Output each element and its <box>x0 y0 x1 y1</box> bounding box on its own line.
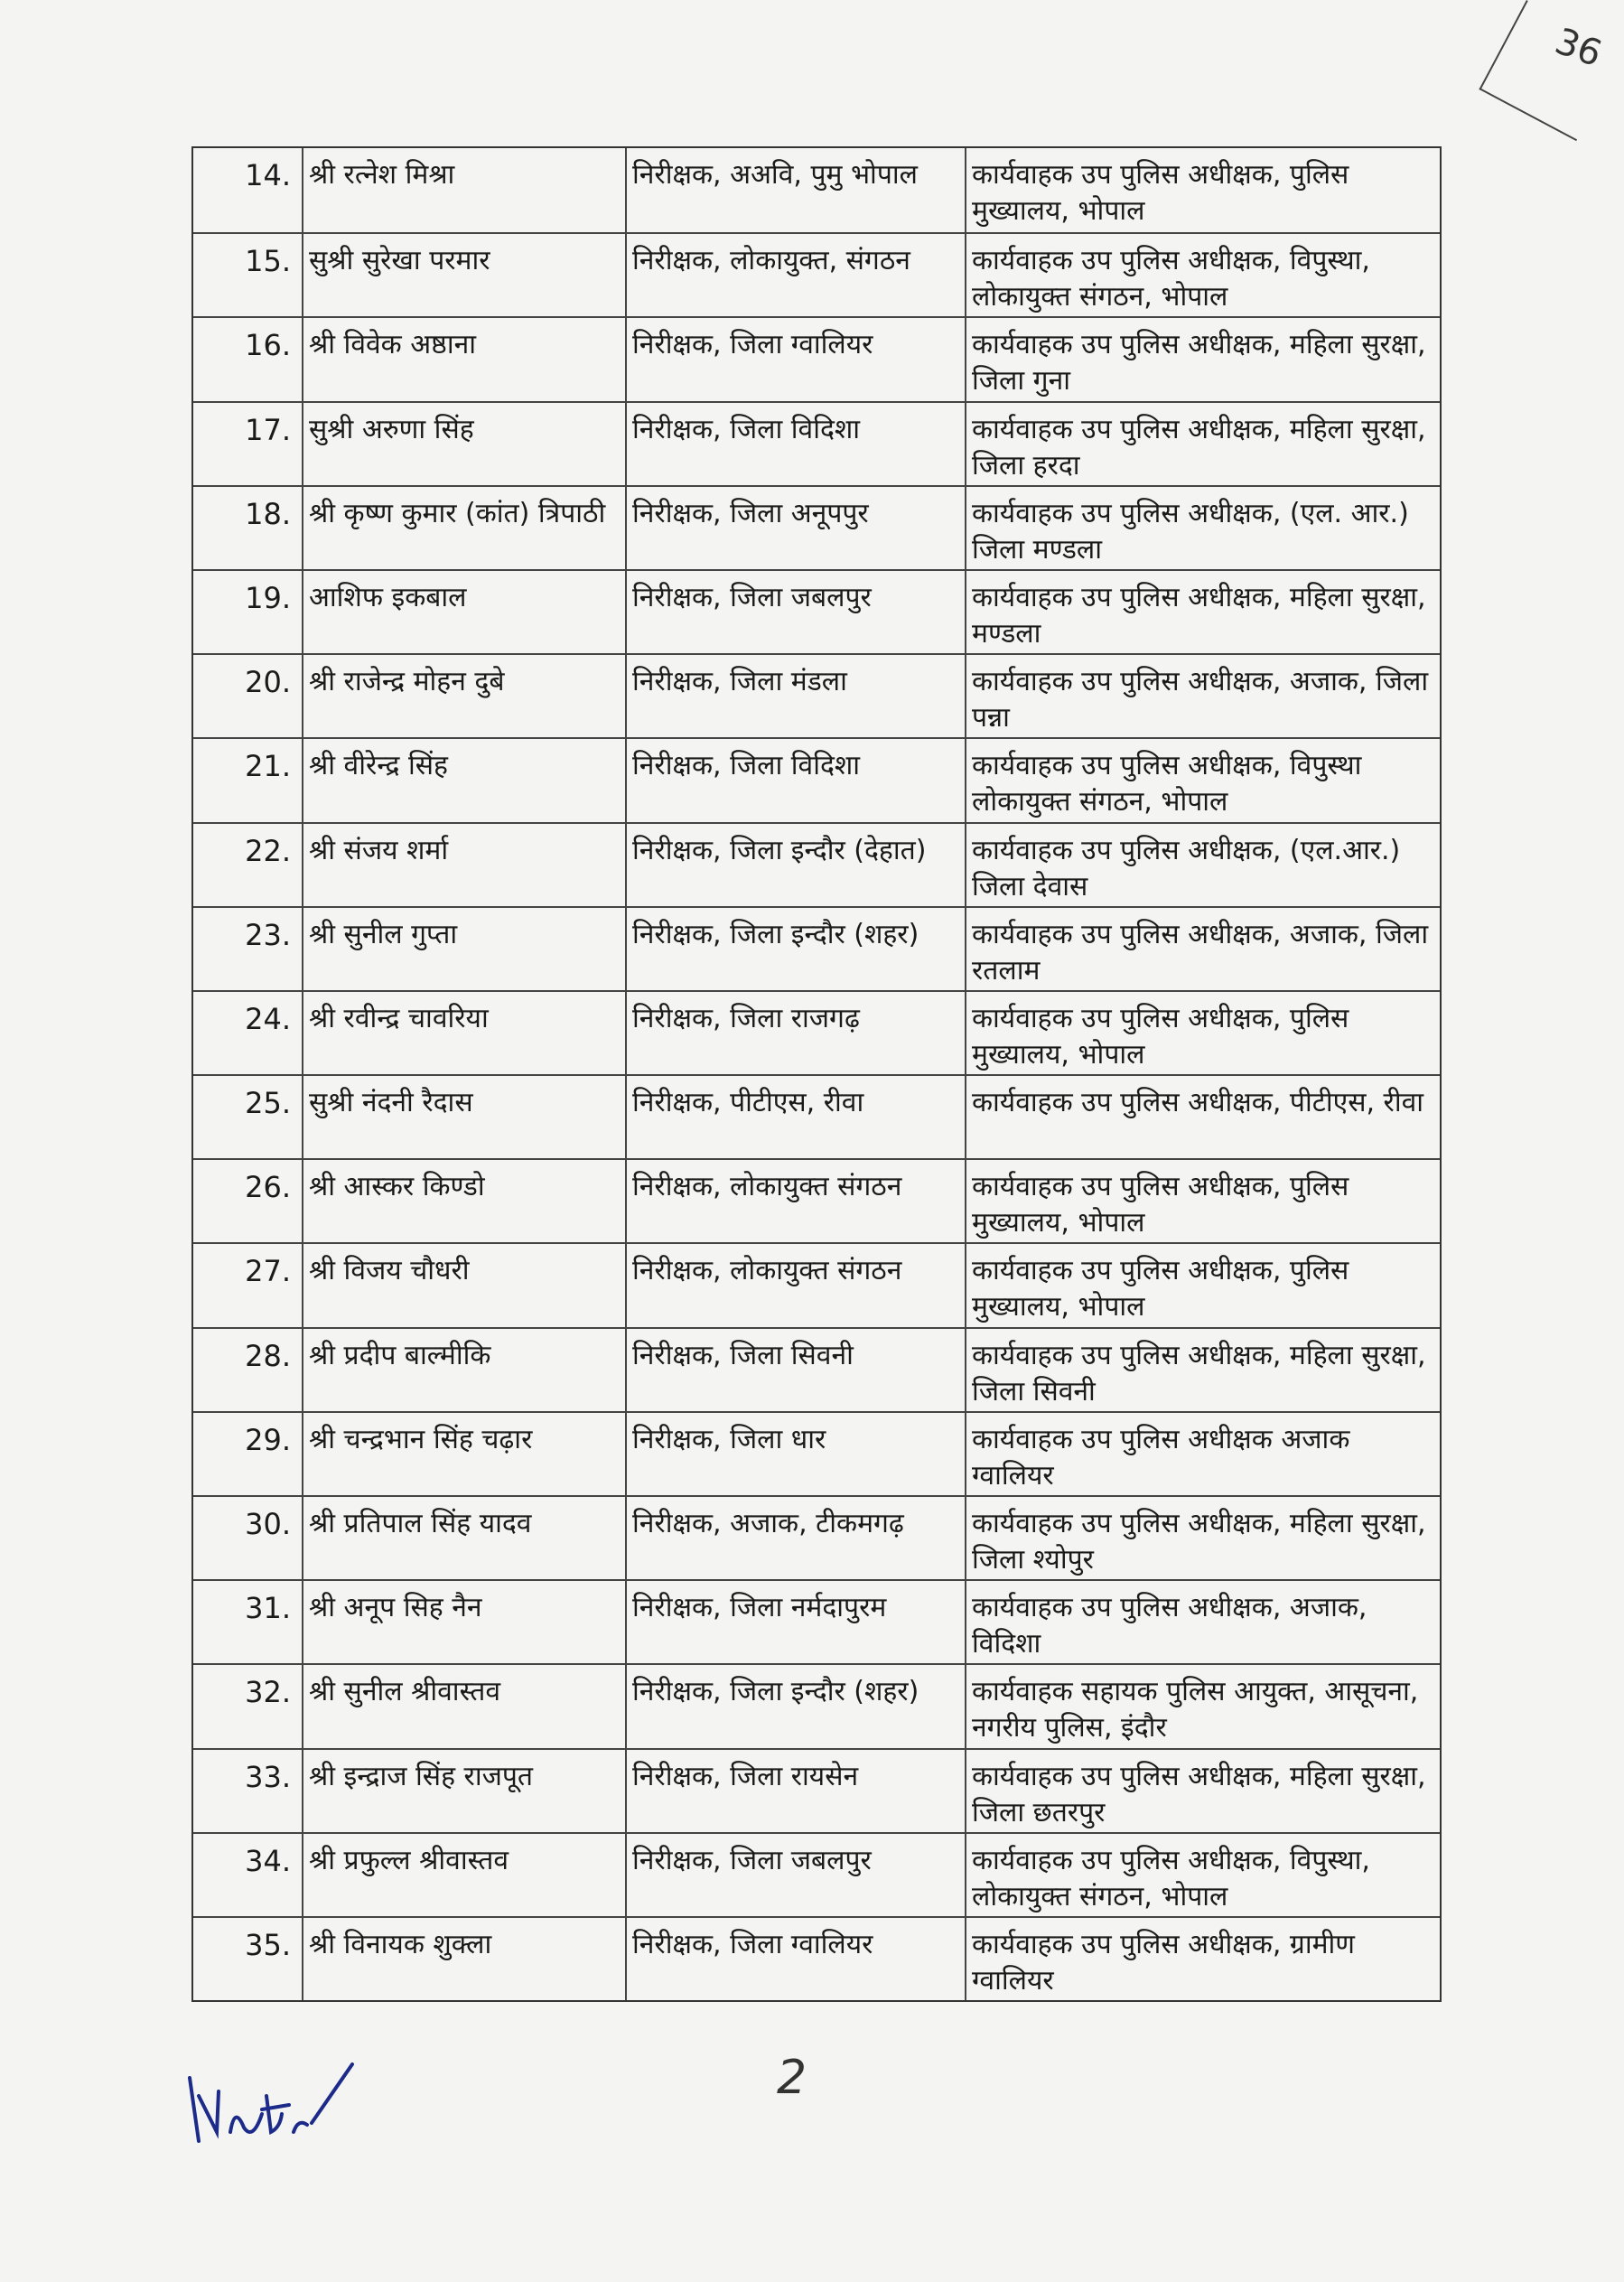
officer-name: श्री वीरेन्द्र सिंह <box>303 739 627 821</box>
table-row <box>193 569 1440 653</box>
new-posting: कार्यवाहक उप पुलिस अधीक्षक, पुलिस मुख्यालय, भोपाल <box>972 159 1349 227</box>
table-row <box>193 653 1440 737</box>
new-posting: कार्यवाहक उप पुलिस अधीक्षक, पीटीएस, रीवा <box>972 1087 1424 1119</box>
new-posting: कार्यवाहक उप पुलिस अधीक्षक, विपुस्था, लोकायुक्त संगठन, भोपाल <box>972 245 1370 313</box>
table-row <box>193 401 1440 485</box>
table-row <box>193 1832 1440 1916</box>
new-posting: कार्यवाहक उप पुलिस अधीक्षक, महिला सुरक्षा, जिला सिवनी <box>972 1339 1426 1408</box>
table-row <box>193 1579 1440 1663</box>
current-posting: निरीक्षक, जिला ग्वालियर <box>627 1918 966 2000</box>
serial-number: 26. <box>193 1160 303 1242</box>
table-row <box>193 822 1440 906</box>
current-posting: निरीक्षक, जिला इन्दौर (शहर) <box>627 1665 966 1747</box>
table-row <box>193 316 1440 400</box>
new-posting: कार्यवाहक उप पुलिस अधीक्षक, (एल. आर.) जिला मण्डला <box>972 497 1409 566</box>
current-posting: निरीक्षक, जिला जबलपुर <box>627 571 966 653</box>
officer-name: श्री प्रफुल्ल श्रीवास्तव <box>303 1834 627 1916</box>
officer-name: श्री आस्कर किण्डो <box>303 1160 627 1242</box>
page-number: 2 <box>777 2051 807 2105</box>
signature <box>181 2042 361 2150</box>
new-posting: कार्यवाहक उप पुलिस अधीक्षक, पुलिस मुख्यालय, भोपाल <box>972 1255 1349 1323</box>
officer-name: श्री राजेन्द्र मोहन दुबे <box>303 655 627 737</box>
transfer-table <box>191 146 1442 2002</box>
officer-name: आशिफ इकबाल <box>303 571 627 653</box>
table-row <box>193 990 1440 1074</box>
officer-name: श्री विवेक अष्ठाना <box>303 318 627 400</box>
current-posting: निरीक्षक, पीटीएस, रीवा <box>627 1076 966 1158</box>
current-posting: निरीक्षक, जिला इन्दौर (देहात) <box>627 824 966 906</box>
new-posting: कार्यवाहक उप पुलिस अधीक्षक, अजाक, विदिशा <box>972 1592 1367 1660</box>
serial-number: 34. <box>193 1834 303 1916</box>
corner-number: 36 <box>1549 20 1608 76</box>
officer-name: श्री अनूप सिह नैन <box>303 1581 627 1663</box>
officer-name: श्री सुनील गुप्ता <box>303 908 627 990</box>
serial-number: 19. <box>193 571 303 653</box>
new-posting: कार्यवाहक सहायक पुलिस आयुक्त, आसूचना, नगरीय पुलिस, इंदौर <box>972 1676 1419 1744</box>
officer-name: श्री रवीन्द्र चावरिया <box>303 992 627 1074</box>
serial-number: 24. <box>193 992 303 1074</box>
current-posting: निरीक्षक, जिला अनूपपुर <box>627 487 966 569</box>
table-row <box>193 232 1440 316</box>
current-posting: निरीक्षक, जिला ग्वालियर <box>627 318 966 400</box>
current-posting: निरीक्षक, लोकायुक्त संगठन <box>627 1160 966 1242</box>
table-row <box>193 1916 1440 2000</box>
serial-number: 25. <box>193 1076 303 1158</box>
current-posting: निरीक्षक, जिला नर्मदापुरम <box>627 1581 966 1663</box>
table-row <box>193 485 1440 569</box>
serial-number: 17. <box>193 403 303 485</box>
new-posting: कार्यवाहक उप पुलिस अधीक्षक, महिला सुरक्षा, जिला श्योपुर <box>972 1508 1426 1576</box>
serial-number: 35. <box>193 1918 303 2000</box>
officer-name: श्री कृष्ण कुमार (कांत) त्रिपाठी <box>303 487 627 569</box>
current-posting: निरीक्षक, जिला रायसेन <box>627 1750 966 1832</box>
table-row <box>193 148 1440 232</box>
new-posting: कार्यवाहक उप पुलिस अधीक्षक, अजाक, जिला पन्ना <box>972 666 1429 734</box>
corner-stamp-box <box>1479 0 1623 141</box>
current-posting: निरीक्षक, जिला विदिशा <box>627 403 966 485</box>
table-row <box>193 1158 1440 1242</box>
officer-name: श्री प्रदीप बाल्मीकि <box>303 1329 627 1411</box>
new-posting: कार्यवाहक उप पुलिस अधीक्षक, महिला सुरक्षा, मण्डला <box>972 581 1426 650</box>
table-row <box>193 906 1440 990</box>
serial-number: 27. <box>193 1244 303 1326</box>
serial-number: 30. <box>193 1497 303 1579</box>
current-posting: निरीक्षक, जिला धार <box>627 1413 966 1495</box>
new-posting: कार्यवाहक उप पुलिस अधीक्षक अजाक ग्वालियर <box>972 1423 1350 1492</box>
serial-number: 22. <box>193 824 303 906</box>
current-posting: निरीक्षक, जिला जबलपुर <box>627 1834 966 1916</box>
serial-number: 18. <box>193 487 303 569</box>
officer-name: श्री विजय चौधरी <box>303 1244 627 1326</box>
current-posting: निरीक्षक, जिला इन्दौर (शहर) <box>627 908 966 990</box>
new-posting: कार्यवाहक उप पुलिस अधीक्षक, महिला सुरक्षा, जिला छतरपुर <box>972 1760 1426 1828</box>
serial-number: 16. <box>193 318 303 400</box>
table-row <box>193 1748 1440 1832</box>
officer-name: श्री विनायक शुक्ला <box>303 1918 627 2000</box>
officer-name: श्री रत्नेश मिश्रा <box>303 148 627 232</box>
serial-number: 15. <box>193 234 303 316</box>
current-posting: निरीक्षक, अजाक, टीकमगढ़ <box>627 1497 966 1579</box>
new-posting: कार्यवाहक उप पुलिस अधीक्षक, पुलिस मुख्यालय, भोपाल <box>972 1002 1349 1071</box>
current-posting: निरीक्षक, जिला विदिशा <box>627 739 966 821</box>
table-row <box>193 1495 1440 1579</box>
officer-name: श्री सुनील श्रीवास्तव <box>303 1665 627 1747</box>
current-posting: निरीक्षक, जिला मंडला <box>627 655 966 737</box>
serial-number: 33. <box>193 1750 303 1832</box>
serial-number: 32. <box>193 1665 303 1747</box>
officer-name: श्री चन्द्रभान सिंह चढ़ार <box>303 1413 627 1495</box>
officer-name: श्री संजय शर्मा <box>303 824 627 906</box>
table-row <box>193 1327 1440 1411</box>
new-posting: कार्यवाहक उप पुलिस अधीक्षक, विपुस्था, लोकायुक्त संगठन, भोपाल <box>972 1844 1370 1913</box>
officer-name: श्री इन्द्राज सिंह राजपूत <box>303 1750 627 1832</box>
new-posting: कार्यवाहक उप पुलिस अधीक्षक, अजाक, जिला रतलाम <box>972 918 1429 987</box>
new-posting: कार्यवाहक उप पुलिस अधीक्षक, पुलिस मुख्यालय, भोपाल <box>972 1171 1349 1239</box>
serial-number: 31. <box>193 1581 303 1663</box>
table-row <box>193 1242 1440 1326</box>
officer-name: सुश्री अरुणा सिंह <box>303 403 627 485</box>
serial-number: 14. <box>193 148 303 232</box>
current-posting: निरीक्षक, जिला राजगढ़ <box>627 992 966 1074</box>
serial-number: 20. <box>193 655 303 737</box>
officer-name: सुश्री सुरेखा परमार <box>303 234 627 316</box>
table-row <box>193 1074 1440 1158</box>
table-row <box>193 737 1440 821</box>
new-posting: कार्यवाहक उप पुलिस अधीक्षक, ग्रामीण ग्वालियर <box>972 1928 1356 1997</box>
table-row <box>193 1663 1440 1747</box>
new-posting: कार्यवाहक उप पुलिस अधीक्षक, महिला सुरक्षा, जिला गुना <box>972 329 1426 397</box>
current-posting: निरीक्षक, जिला सिवनी <box>627 1329 966 1411</box>
current-posting: निरीक्षक, लोकायुक्त संगठन <box>627 1244 966 1326</box>
current-posting: निरीक्षक, अअवि, पुमु भोपाल <box>627 148 966 232</box>
officer-name: सुश्री नंदनी रैदास <box>303 1076 627 1158</box>
serial-number: 23. <box>193 908 303 990</box>
new-posting: कार्यवाहक उप पुलिस अधीक्षक, महिला सुरक्षा, जिला हरदा <box>972 413 1426 482</box>
new-posting: कार्यवाहक उप पुलिस अधीक्षक, (एल.आर.) जिला देवास <box>972 834 1401 903</box>
table-row <box>193 1411 1440 1495</box>
current-posting: निरीक्षक, लोकायुक्त, संगठन <box>627 234 966 316</box>
serial-number: 28. <box>193 1329 303 1411</box>
serial-number: 21. <box>193 739 303 821</box>
new-posting: कार्यवाहक उप पुलिस अधीक्षक, विपुस्था लोकायुक्त संगठन, भोपाल <box>972 750 1362 818</box>
serial-number: 29. <box>193 1413 303 1495</box>
officer-name: श्री प्रतिपाल सिंह यादव <box>303 1497 627 1579</box>
